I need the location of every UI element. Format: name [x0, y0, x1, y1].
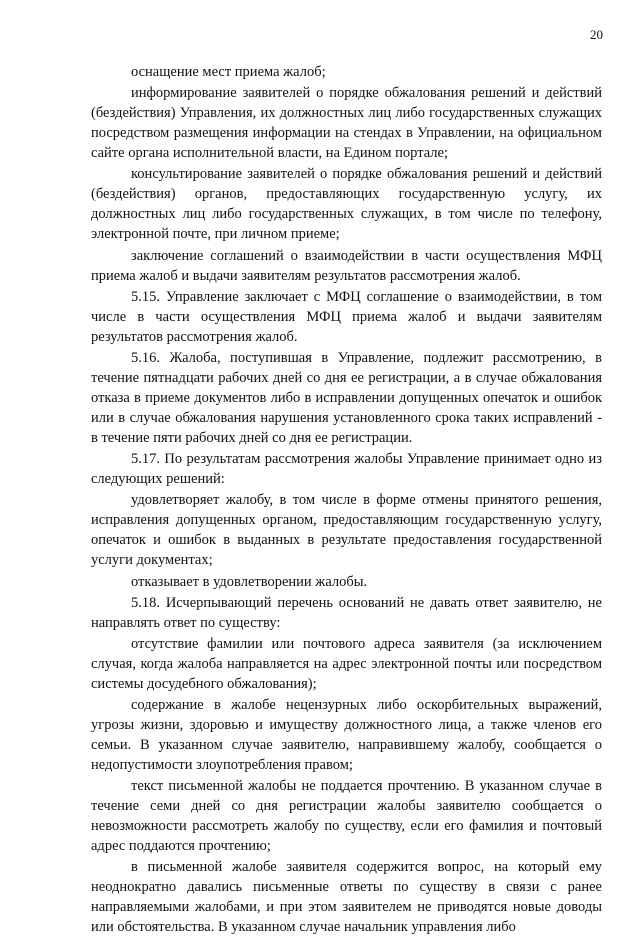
paragraph: в письменной жалобе заявителя содержится вопрос, на который ему неоднократно давались письменные ответы по существу в связи с ранее направляемыми жалобами, и при этом заявителем не приводятся новые доводы или обстоятельства. В указанном случае начальник управления либо [91, 859, 602, 936]
paragraph: 5.15. Управление заключает с МФЦ соглашение о взаимодействии, в том числе в части осуществления МФЦ приема жалоб и выдачи заявителям результатов рассмотрения жалоб. [91, 288, 602, 345]
body-text [91, 62, 602, 939]
paragraph: 5.17. По результатам рассмотрения жалобы Управление принимает одно из следующих решений: [91, 451, 602, 488]
page-number: 20 [590, 27, 603, 42]
paragraph: заключение соглашений о взаимодействии в части осуществления МФЦ приема жалоб и выдачи заявителям результатов рассмотрения жалоб. [91, 247, 602, 284]
paragraph: отказывает в удовлетворении жалобы. [131, 573, 368, 590]
paragraph: 5.18. Исчерпывающий перечень оснований не давать ответ заявителю, не направлять ответ по существу: [91, 594, 602, 631]
paragraph: содержание в жалобе нецензурных либо оскорбительных выражений, угрозы жизни, здоровью и имуществу должностного лица, а также членов его семьи. В указанном случае заявителю, направившему жалобу, сообщается о недопустимости злоупотребления правом; [91, 697, 602, 774]
paragraph: информирование заявителей о порядке обжалования решений и действий (бездействия) Управления, их должностных лиц либо государственных служащих посредством размещения информации на стендах в Управлении, на официальном сайте органа исполнительной власти, на Едином портале; [91, 85, 602, 162]
paragraph: оснащение мест приема жалоб; [131, 64, 326, 80]
paragraph: консультирование заявителей о порядке обжалования решений и действий (бездействия) органов, предоставляющих государственную услугу, их должностных лиц либо государственных служащих, в том числе по телефону, электронной почте, при личном приеме; [91, 166, 602, 243]
paragraph: удовлетворяет жалобу, в том числе в форме отмены принятого решения, исправления допущенных органом, предоставляющим государственную услугу, опечаток и ошибок в выданных в результате предоставления государственной услуги документах; [91, 492, 602, 569]
paragraph: 5.16. Жалоба, поступившая в Управление, подлежит рассмотрению, в течение пятнадцати рабочих дней со дня ее регистрации, а в случае обжалования отказа в приеме документов либо в исправлении допущенных опечаток и ошибок или в случае обжалования нарушения установленного срока таких исправлений - в течение пяти рабочих дней со дня ее регистрации. [91, 349, 602, 446]
paragraph: текст письменной жалобы не поддается прочтению. В указанном случае в течение семи дней со дня регистрации жалобы заявителю сообщается о невозможности рассмотреть жалобу по существу, если его фамилия и почтовый адрес поддаются прочтению; [91, 778, 602, 855]
paragraph: отсутствие фамилии или почтового адреса заявителя (за исключением случая, когда жалоба направляется на адрес электронной почты или посредством системы досудебного обжалования); [91, 635, 602, 692]
